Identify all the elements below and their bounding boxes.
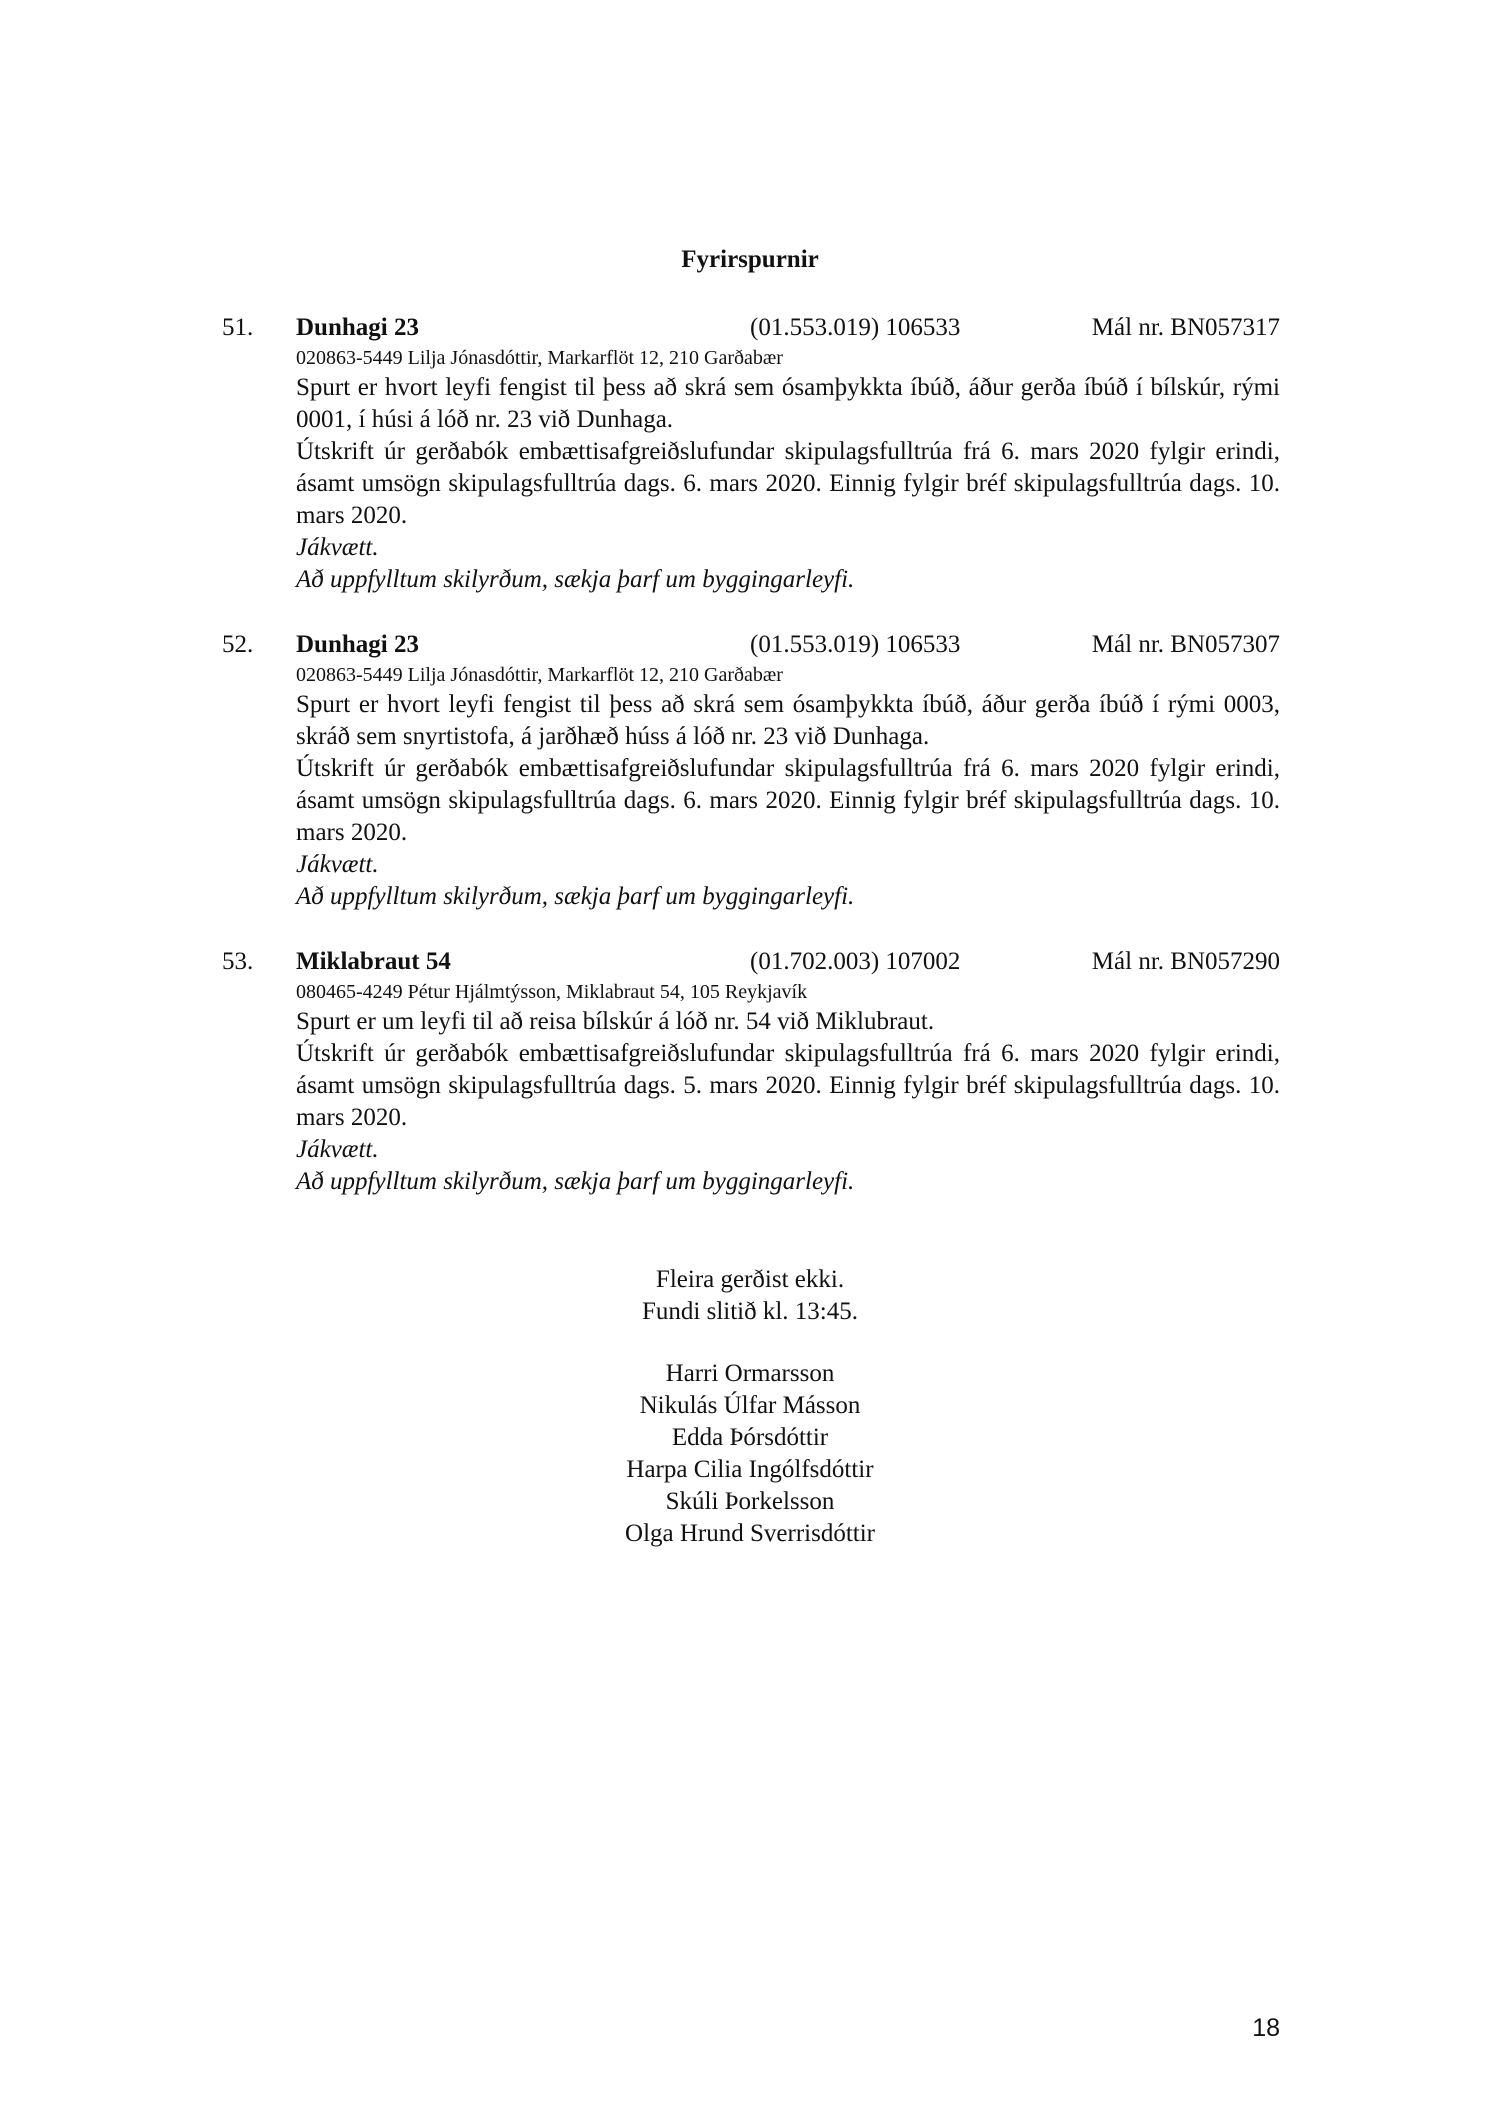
case-property-code: (01.553.019) 106533 — [750, 314, 961, 341]
case-item — [222, 629, 1280, 913]
case-item — [222, 312, 1280, 596]
case-condition: Að uppfylltum skilyrðum, sækja þarf um byggingarleyfi. — [296, 566, 855, 593]
case-header — [222, 629, 1280, 661]
case-address: Dunhagi 23 — [296, 314, 419, 341]
case-header — [222, 946, 1280, 978]
closing-line: Fleira gerðist ekki. — [655, 1266, 845, 1293]
case-decision: Jákvætt. — [296, 851, 379, 878]
case-decision: Jákvætt. — [296, 1136, 379, 1163]
signatory-name: Harpa Cilia Ingólfsdóttir — [626, 1456, 874, 1483]
signatories — [0, 1358, 1500, 1550]
case-number: 51. — [222, 314, 254, 341]
case-property-code: (01.553.019) 106533 — [750, 631, 961, 658]
case-item — [222, 946, 1280, 1198]
case-decision: Jákvætt. — [296, 534, 379, 561]
case-question: Spurt er um leyfi til að reisa bílskúr á lóð nr. 54 við Miklubraut. — [296, 1008, 935, 1035]
signatory-name: Nikulás Úlfar Másson — [639, 1392, 861, 1419]
case-address: Dunhagi 23 — [296, 631, 419, 658]
page-number: 18 — [1252, 2014, 1280, 2042]
signatory-name: Edda Þórsdóttir — [671, 1424, 829, 1451]
case-reference: Mál nr. BN057317 — [1091, 314, 1280, 341]
signatory-name: Harri Ormarsson — [665, 1360, 835, 1387]
closing-time: Fundi slitið kl. 13:45. — [641, 1298, 858, 1325]
case-body — [296, 661, 1280, 913]
case-applicant: 020863-5449 Lilja Jónasdóttir, Markarflöt 12, 210 Garðabær — [296, 347, 783, 369]
case-property-code: (01.702.003) 107002 — [750, 948, 961, 975]
case-number: 53. — [222, 948, 254, 975]
case-number: 52. — [222, 631, 254, 658]
case-condition: Að uppfylltum skilyrðum, sækja þarf um byggingarleyfi. — [296, 883, 855, 910]
case-body — [296, 978, 1280, 1198]
case-reference: Mál nr. BN057290 — [1091, 948, 1280, 975]
case-header — [222, 312, 1280, 344]
section-heading: Fyrirspurnir — [681, 246, 819, 273]
case-reference: Mál nr. BN057307 — [1091, 631, 1280, 658]
case-applicant: 020863-5449 Lilja Jónasdóttir, Markarflöt 12, 210 Garðabær — [296, 664, 783, 686]
case-body — [296, 344, 1280, 596]
case-question: Spurt er hvort leyfi fengist til þess að skrá sem ósamþykkta íbúð, áður gerða íbúð í rými 0003, skráð sem snyrtistofa, á jarðhæð húss á lóð nr. 23 við Dunhaga. — [296, 691, 1280, 750]
meeting-closing — [0, 1264, 1500, 1328]
case-attachment: Útskrift úr gerðabók embættisafgreiðslufundar skipulagsfulltrúa frá 6. mars 2020 fylgir erindi, ásamt umsögn skipulagsfulltrúa dags. 5. mars 2020. Einnig fylgir bréf skipulagsfulltrúa dags. 10. mars 2020. — [296, 1040, 1280, 1131]
signatory-name: Skúli Þorkelsson — [665, 1488, 835, 1515]
case-address: Miklabraut 54 — [296, 948, 451, 975]
case-attachment: Útskrift úr gerðabók embættisafgreiðslufundar skipulagsfulltrúa frá 6. mars 2020 fylgir erindi, ásamt umsögn skipulagsfulltrúa dags. 6. mars 2020. Einnig fylgir bréf skipulagsfulltrúa dags. 10. mars 2020. — [296, 438, 1280, 529]
case-applicant: 080465-4249 Pétur Hjálmtýsson, Miklabraut 54, 105 Reykjavík — [296, 981, 808, 1003]
case-question: Spurt er hvort leyfi fengist til þess að skrá sem ósamþykkta íbúð, áður gerða íbúð í bílskúr, rými 0001, í húsi á lóð nr. 23 við Dunhaga. — [296, 374, 1280, 433]
case-condition: Að uppfylltum skilyrðum, sækja þarf um byggingarleyfi. — [296, 1168, 855, 1195]
signatory-name: Olga Hrund Sverrisdóttir — [625, 1520, 875, 1547]
case-attachment: Útskrift úr gerðabók embættisafgreiðslufundar skipulagsfulltrúa frá 6. mars 2020 fylgir erindi, ásamt umsögn skipulagsfulltrúa dags. 6. mars 2020. Einnig fylgir bréf skipulagsfulltrúa dags. 10. mars 2020. — [296, 755, 1280, 846]
